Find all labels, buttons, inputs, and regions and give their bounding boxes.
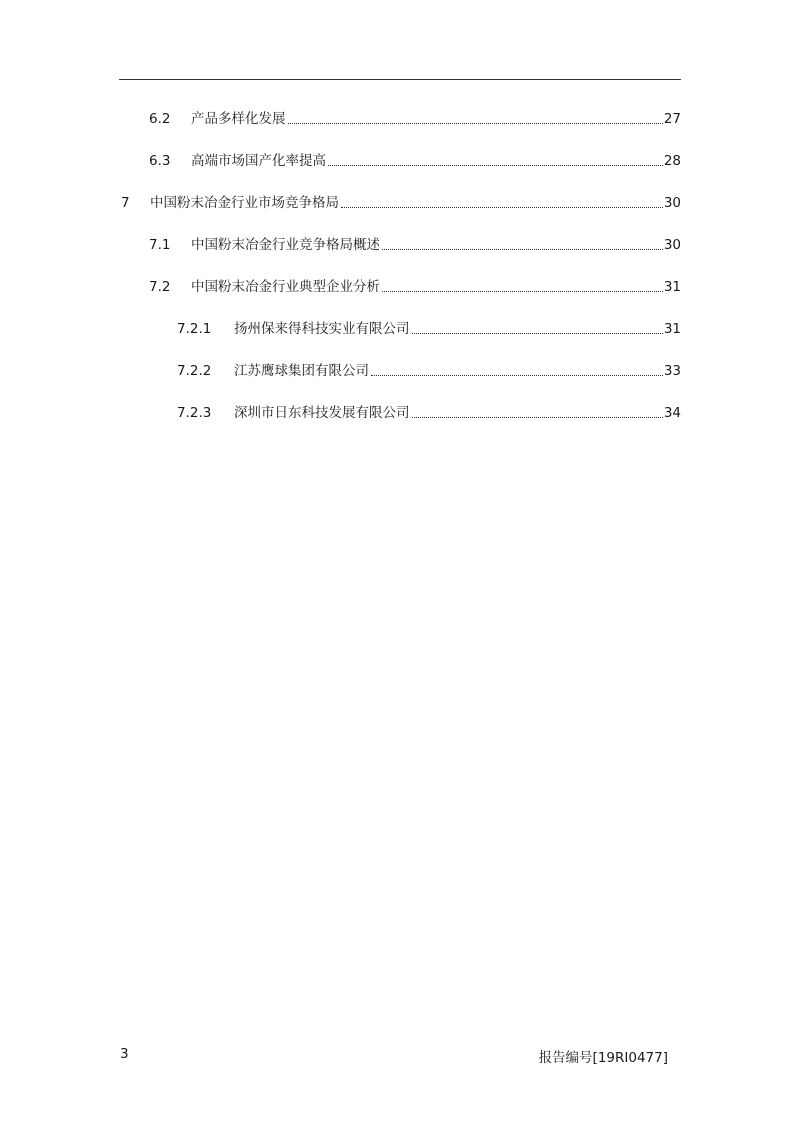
toc-title: 产品多样化发展 — [191, 111, 286, 127]
toc-leader — [412, 333, 663, 334]
toc-number: 7 — [121, 195, 130, 211]
toc-number: 7.2.3 — [177, 405, 212, 421]
header-rule — [119, 79, 681, 80]
toc-number: 7.2 — [149, 279, 171, 295]
toc-title: 扬州保来得科技实业有限公司 — [234, 321, 410, 337]
toc-page: 27 — [663, 111, 681, 127]
toc-number: 7.2.2 — [177, 363, 212, 379]
toc-leader — [382, 249, 663, 250]
toc-leader — [288, 123, 663, 124]
toc-leader — [341, 207, 663, 208]
toc-page: 31 — [663, 279, 681, 295]
toc-title: 高端市场国产化率提高 — [191, 153, 326, 169]
toc-page: 33 — [663, 363, 681, 379]
toc-title: 深圳市日东科技发展有限公司 — [234, 405, 410, 421]
toc-leader — [328, 165, 663, 166]
footer-report-id: 报告编号[19RI0477] — [538, 1050, 668, 1066]
toc-title: 中国粉末冶金行业竞争格局概述 — [191, 237, 380, 253]
toc-page: 31 — [663, 321, 681, 337]
toc-page: 34 — [663, 405, 681, 421]
toc-entry-6-3[interactable] — [119, 150, 681, 170]
toc-title: 中国粉末冶金行业典型企业分析 — [191, 279, 380, 295]
toc-page: 30 — [663, 237, 681, 253]
toc-number: 6.3 — [149, 153, 171, 169]
toc-number: 6.2 — [149, 111, 171, 127]
toc-entry-7-2-3[interactable] — [119, 402, 681, 422]
toc-entry-6-2[interactable] — [119, 108, 681, 128]
footer-page-number: 3 — [120, 1046, 129, 1062]
toc-leader — [412, 417, 663, 418]
toc-number: 7.2.1 — [177, 321, 212, 337]
toc-number: 7.1 — [149, 237, 171, 253]
toc-page: 30 — [663, 195, 681, 211]
toc-leader — [371, 375, 663, 376]
toc-entry-7-1[interactable] — [119, 234, 681, 254]
toc-page: 28 — [663, 153, 681, 169]
toc-title: 江苏鹰球集团有限公司 — [234, 363, 369, 379]
toc-entry-7-2-1[interactable] — [119, 318, 681, 338]
toc-title: 中国粉末冶金行业市场竞争格局 — [150, 195, 339, 211]
toc-entry-7-2-2[interactable] — [119, 360, 681, 380]
toc-entry-7[interactable] — [119, 192, 681, 212]
toc-entry-7-2[interactable] — [119, 276, 681, 296]
toc-leader — [382, 291, 663, 292]
